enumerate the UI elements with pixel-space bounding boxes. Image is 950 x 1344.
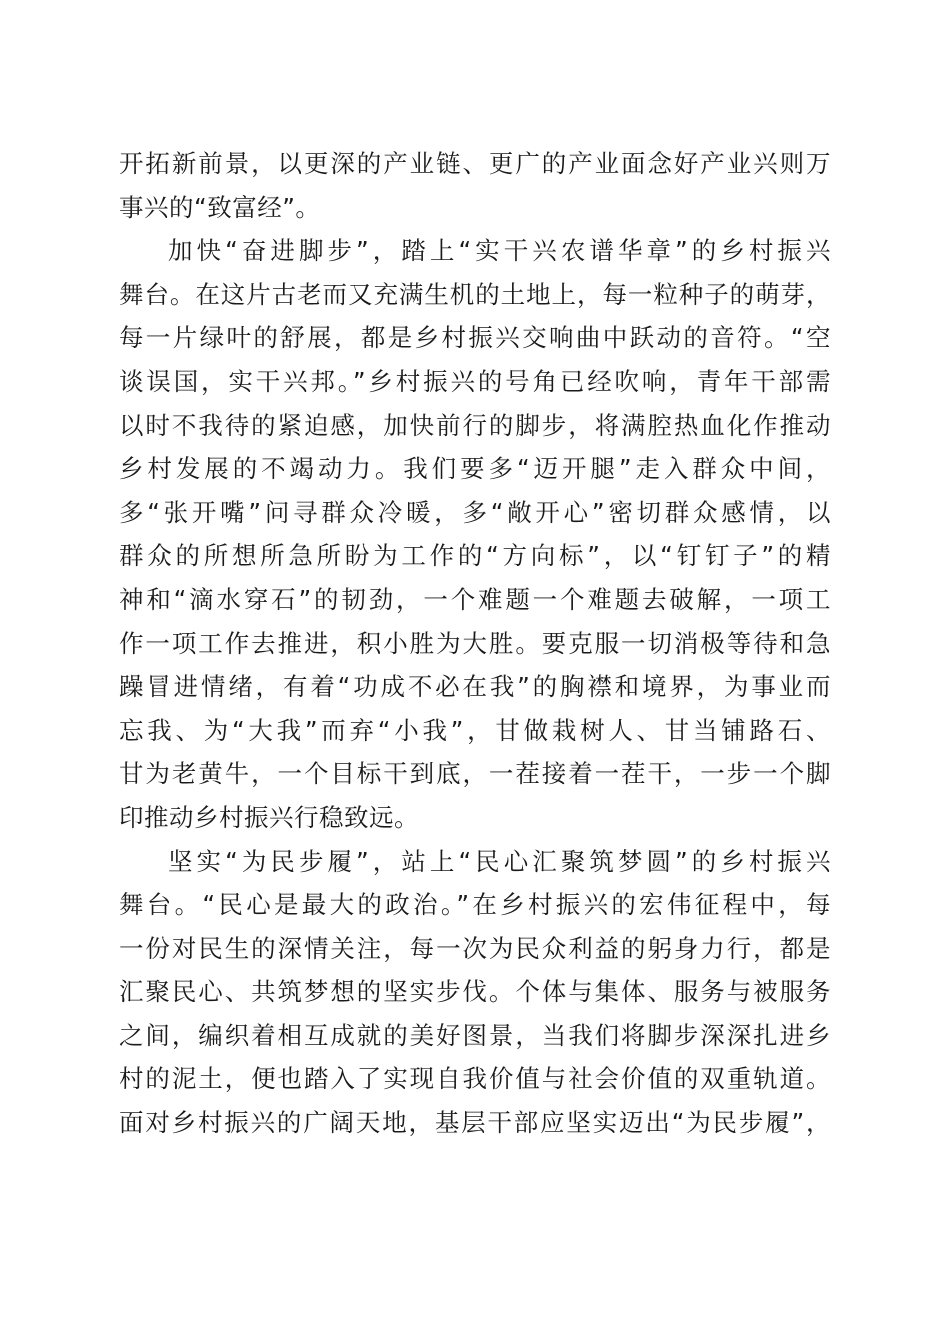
text-line: 事兴的“致富经”。: [119, 192, 321, 222]
text-line: 谈误国，实干兴邦。”乡村振兴的号角已经吹响，青年干部需: [119, 366, 831, 396]
text-line: 忘我、为“大我”而弃“小我”，甘做栽树人、甘当铺路石、: [119, 715, 831, 745]
text-line: 作一项工作去推进，积小胜为大胜。要克服一切消极等待和急: [119, 628, 831, 658]
body-text: [119, 142, 831, 1145]
text-line: 甘为老黄牛，一个目标干到底，一茬接着一茬干，一步一个脚: [119, 759, 831, 789]
text-line: 一份对民生的深情关注，每一次为民众利益的躬身力行，都是: [119, 933, 831, 963]
text-line: 群众的所想所急所盼为工作的“方向标”，以“钉钉子”的精: [119, 541, 831, 571]
text-line: 面对乡村振兴的广阔天地，基层干部应坚实迈出“为民步履”，: [119, 1108, 831, 1138]
text-line: 每一片绿叶的舒展，都是乡村振兴交响曲中跃动的音符。“空: [119, 323, 831, 353]
text-line: 之间，编织着相互成就的美好图景，当我们将脚步深深扎进乡: [119, 1020, 831, 1050]
text-line: 舞台。“民心是最大的政治。”在乡村振兴的宏伟征程中，每: [119, 890, 831, 920]
text-line: 乡村发展的不竭动力。我们要多“迈开腿”走入群众中间，: [119, 454, 831, 484]
text-line: 印推动乡村振兴行稳致远。: [119, 802, 419, 832]
text-line: 以时不我待的紧迫感，加快前行的脚步，将满腔热血化作推动: [119, 410, 831, 440]
paragraph-first-line: 加快“奋进脚步”，踏上“实干兴农谱华章”的乡村振兴: [168, 236, 831, 266]
text-line: 开拓新前景，以更深的产业链、更广的产业面念好产业兴则万: [119, 149, 831, 178]
paragraph-first-line: 坚实“为民步履”，站上“民心汇聚筑梦圆”的乡村振兴: [168, 846, 831, 876]
text-line: 多“张开嘴”问寻群众冷暖，多“敞开心”密切群众感情，以: [119, 497, 831, 527]
text-line: 神和“滴水穿石”的韧劲，一个难题一个难题去破解，一项工: [119, 584, 831, 614]
text-line: 躁冒进情绪，有着“功成不必在我”的胸襟和境界，为事业而: [119, 672, 831, 702]
text-line: 汇聚民心、共筑梦想的坚实步伐。个体与集体、服务与被服务: [119, 977, 831, 1007]
text-line: 村的泥土，便也踏入了实现自我价值与社会价值的双重轨道。: [119, 1064, 831, 1094]
text-line: 舞台。在这片古老而又充满生机的土地上，每一粒种子的萌芽，: [119, 279, 831, 309]
